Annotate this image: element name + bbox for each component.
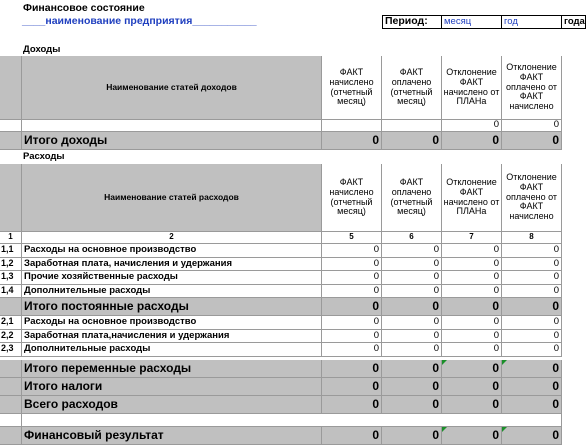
fixed-expense-row-label[interactable]: Дополнительные расходы bbox=[22, 285, 322, 299]
taxes-total-index[interactable] bbox=[0, 378, 22, 396]
financial-result-index[interactable] bbox=[0, 427, 22, 445]
fixed-expense-row-value[interactable]: 0 bbox=[322, 258, 382, 272]
period-month[interactable]: месяц bbox=[442, 15, 502, 29]
fixed-expense-row-value[interactable]: 0 bbox=[442, 285, 502, 299]
variable-expense-row-value[interactable]: 0 bbox=[382, 343, 442, 357]
financial-result-value[interactable]: 0 bbox=[442, 427, 502, 445]
fixed-expense-row-value[interactable]: 0 bbox=[382, 285, 442, 299]
variable-expense-row-code[interactable]: 2,3 bbox=[0, 343, 22, 357]
variable-expense-row-value[interactable]: 0 bbox=[442, 330, 502, 344]
fixed-expense-row-value[interactable]: 0 bbox=[442, 258, 502, 272]
taxes-total-value[interactable]: 0 bbox=[382, 378, 442, 396]
sheet-title[interactable]: Финансовое состояние bbox=[23, 1, 145, 14]
empty-row-index[interactable] bbox=[0, 414, 22, 427]
fixed-expense-row-code[interactable]: 1,2 bbox=[0, 258, 22, 272]
taxes-total-label[interactable]: Итого налоги bbox=[22, 378, 322, 396]
income-blank-value[interactable]: 0 bbox=[442, 120, 502, 132]
income-blank-index[interactable] bbox=[0, 120, 22, 132]
income-header-name[interactable]: Наименование статей доходов bbox=[22, 56, 322, 120]
fixed-expense-row-label[interactable]: Расходы на основное производство bbox=[22, 244, 322, 258]
fixed-total-label[interactable]: Итого постоянные расходы bbox=[22, 298, 322, 316]
fixed-expense-row-value[interactable]: 0 bbox=[382, 258, 442, 272]
column-number[interactable]: 1 bbox=[0, 232, 22, 244]
empty-row[interactable] bbox=[0, 29, 562, 43]
financial-result-label[interactable]: Финансовый результат bbox=[22, 427, 322, 445]
expenses-total-index[interactable] bbox=[0, 396, 22, 414]
variable-total-value[interactable]: 0 bbox=[442, 360, 502, 378]
company-name[interactable]: ____наименование предприятия___________ bbox=[22, 15, 257, 28]
variable-expense-row-value[interactable]: 0 bbox=[502, 330, 562, 344]
financial-result-value[interactable]: 0 bbox=[502, 427, 562, 445]
variable-expense-row-value[interactable]: 0 bbox=[322, 330, 382, 344]
fixed-expense-row-value[interactable]: 0 bbox=[502, 285, 562, 299]
variable-expense-row-value[interactable]: 0 bbox=[322, 316, 382, 330]
taxes-total-value[interactable]: 0 bbox=[502, 378, 562, 396]
taxes-total-value[interactable]: 0 bbox=[442, 378, 502, 396]
variable-expense-row-label[interactable]: Заработная плата,начисления и удержания bbox=[22, 330, 322, 344]
income-blank-value[interactable]: 0 bbox=[502, 120, 562, 132]
income-header-deviation-plan[interactable]: Отклонение ФАКТ начислено от ПЛАНа bbox=[442, 56, 502, 120]
expense-header-index[interactable] bbox=[0, 164, 22, 232]
income-total-value[interactable]: 0 bbox=[322, 132, 382, 150]
fixed-total-value[interactable]: 0 bbox=[322, 298, 382, 316]
column-number[interactable]: 8 bbox=[502, 232, 562, 244]
column-number[interactable]: 7 bbox=[442, 232, 502, 244]
fixed-expense-row-value[interactable]: 0 bbox=[502, 244, 562, 258]
error-indicator-icon bbox=[442, 360, 448, 366]
income-header-fact-accrued[interactable]: ФАКТ начислено (отчетный месяц) bbox=[322, 56, 382, 120]
income-total-value[interactable]: 0 bbox=[382, 132, 442, 150]
income-total-value[interactable]: 0 bbox=[442, 132, 502, 150]
fixed-total-index[interactable] bbox=[0, 298, 22, 316]
fixed-expense-row-value[interactable]: 0 bbox=[442, 271, 502, 285]
fixed-expense-row-code[interactable]: 1,1 bbox=[0, 244, 22, 258]
variable-expense-row-label[interactable]: Дополнительные расходы bbox=[22, 343, 322, 357]
fixed-expense-row-code[interactable]: 1,3 bbox=[0, 271, 22, 285]
variable-total-value[interactable]: 0 bbox=[322, 360, 382, 378]
expense-header-fact-paid[interactable]: ФАКТ оплачено (отчетный месяц) bbox=[382, 164, 442, 232]
fixed-total-value[interactable]: 0 bbox=[442, 298, 502, 316]
expense-section-label[interactable]: Расходы bbox=[23, 150, 65, 162]
fixed-expense-row-value[interactable]: 0 bbox=[322, 285, 382, 299]
income-header-index[interactable] bbox=[0, 56, 22, 120]
expense-header-name[interactable]: Наименование статей расходов bbox=[22, 164, 322, 232]
variable-total-value[interactable]: 0 bbox=[502, 360, 562, 378]
variable-expense-row-value[interactable]: 0 bbox=[442, 343, 502, 357]
expense-header-fact-accrued[interactable]: ФАКТ начислено (отчетный месяц) bbox=[322, 164, 382, 232]
fixed-total-value[interactable]: 0 bbox=[382, 298, 442, 316]
variable-expense-row-value[interactable]: 0 bbox=[442, 316, 502, 330]
taxes-total-value[interactable]: 0 bbox=[322, 378, 382, 396]
financial-result-value[interactable]: 0 bbox=[322, 427, 382, 445]
fixed-expense-row-value[interactable]: 0 bbox=[322, 271, 382, 285]
fixed-expense-row-value[interactable]: 0 bbox=[322, 244, 382, 258]
fixed-expense-row-value[interactable]: 0 bbox=[442, 244, 502, 258]
fixed-expense-row-value[interactable]: 0 bbox=[502, 271, 562, 285]
income-total-value[interactable]: 0 bbox=[502, 132, 562, 150]
income-blank-name[interactable] bbox=[22, 120, 322, 132]
fixed-expense-row-value[interactable]: 0 bbox=[382, 271, 442, 285]
fixed-expense-row-label[interactable]: Прочие хозяйственные расходы bbox=[22, 271, 322, 285]
expenses-total-value[interactable]: 0 bbox=[442, 396, 502, 414]
variable-expense-row-value[interactable]: 0 bbox=[502, 316, 562, 330]
period-years[interactable]: года bbox=[562, 15, 586, 29]
variable-expense-row-value[interactable]: 0 bbox=[322, 343, 382, 357]
column-number[interactable]: 6 bbox=[382, 232, 442, 244]
expenses-total-value[interactable]: 0 bbox=[322, 396, 382, 414]
period-label[interactable]: Период: bbox=[382, 15, 442, 29]
error-indicator-icon bbox=[502, 427, 508, 433]
column-number[interactable]: 2 bbox=[22, 232, 322, 244]
variable-total-index[interactable] bbox=[0, 360, 22, 378]
fixed-expense-row-value[interactable]: 0 bbox=[382, 244, 442, 258]
income-total-index[interactable] bbox=[0, 132, 22, 150]
income-header-fact-paid[interactable]: ФАКТ оплачено (отчетный месяц) bbox=[382, 56, 442, 120]
variable-total-label[interactable]: Итого переменные расходы bbox=[22, 360, 322, 378]
variable-expense-row-value[interactable]: 0 bbox=[382, 330, 442, 344]
fixed-expense-row-value[interactable]: 0 bbox=[502, 258, 562, 272]
error-indicator-icon bbox=[442, 427, 448, 433]
expenses-total-label[interactable]: Всего расходов bbox=[22, 396, 322, 414]
income-total-label[interactable]: Итого доходы bbox=[22, 132, 322, 150]
error-indicator-icon bbox=[502, 360, 508, 366]
empty-row-span[interactable] bbox=[22, 414, 562, 427]
income-blank-value[interactable] bbox=[322, 120, 382, 132]
expenses-total-value[interactable]: 0 bbox=[502, 396, 562, 414]
column-number[interactable]: 5 bbox=[322, 232, 382, 244]
expense-header-deviation-plan[interactable]: Отклонение ФАКТ начислено от ПЛАНа bbox=[442, 164, 502, 232]
variable-expense-row-code[interactable]: 2,1 bbox=[0, 316, 22, 330]
variable-total-value[interactable]: 0 bbox=[382, 360, 442, 378]
expense-header-deviation-fact[interactable]: Отклонение ФАКТ оплачено от ФАКТ начислено bbox=[502, 164, 562, 232]
variable-expense-row-value[interactable]: 0 bbox=[502, 343, 562, 357]
fixed-expense-row-label[interactable]: Заработная плата, начисления и удержания bbox=[22, 258, 322, 272]
income-section-label[interactable]: Доходы bbox=[23, 43, 61, 55]
variable-expense-row-value[interactable]: 0 bbox=[382, 316, 442, 330]
financial-result-value[interactable]: 0 bbox=[382, 427, 442, 445]
income-header-deviation-fact[interactable]: Отклонение ФАКТ оплачено от ФАКТ начислено bbox=[502, 56, 562, 120]
variable-expense-row-label[interactable]: Расходы на основное производство bbox=[22, 316, 322, 330]
period-year[interactable]: год bbox=[502, 15, 562, 29]
fixed-total-value[interactable]: 0 bbox=[502, 298, 562, 316]
income-blank-value[interactable] bbox=[382, 120, 442, 132]
fixed-expense-row-code[interactable]: 1,4 bbox=[0, 285, 22, 299]
variable-expense-row-code[interactable]: 2,2 bbox=[0, 330, 22, 344]
expenses-total-value[interactable]: 0 bbox=[382, 396, 442, 414]
